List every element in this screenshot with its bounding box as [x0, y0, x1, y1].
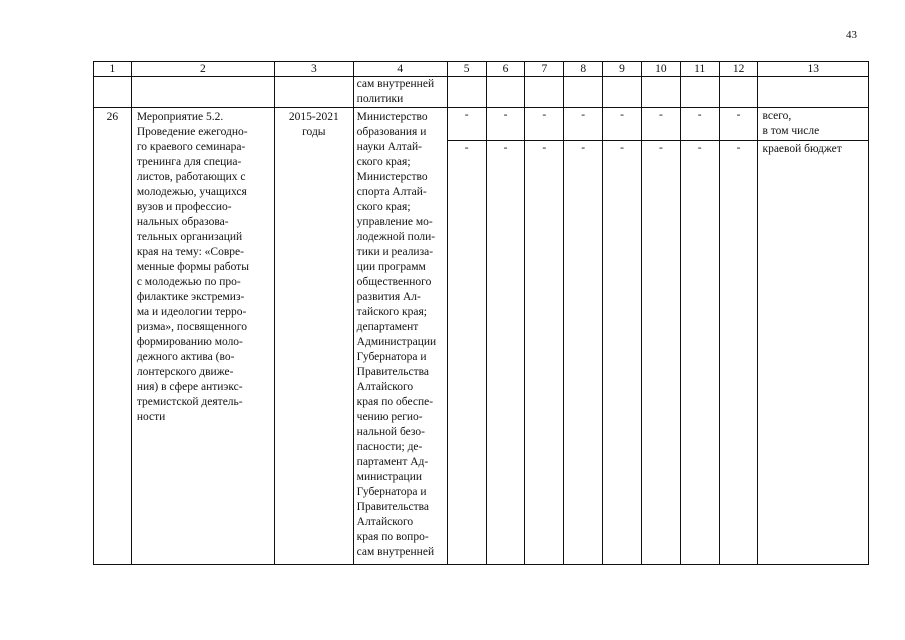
text-line: тики и реализа- — [356, 246, 434, 258]
header-cell: 1 — [94, 62, 132, 77]
text-line: Правительства — [356, 501, 430, 513]
header-cell: 7 — [525, 62, 564, 77]
text-line: чению регио- — [356, 411, 423, 423]
text-line: министрации — [356, 471, 422, 483]
text-line: Губернатора и — [356, 351, 427, 363]
text-line: ризма», посвященного — [136, 321, 247, 333]
value-cell: - — [525, 141, 564, 565]
text-line: Мероприятие 5.2. — [136, 111, 224, 123]
text-line: общественного — [356, 276, 432, 288]
header-cell: 3 — [274, 62, 353, 77]
header-cell: 2 — [131, 62, 274, 77]
text-line: Алтайского — [356, 516, 414, 528]
value-cell: - — [719, 141, 758, 565]
value-cell: - — [603, 141, 642, 565]
text-line: тремистской деятель- — [136, 396, 243, 408]
value-cell: - — [603, 108, 642, 141]
value-cell: - — [641, 108, 680, 141]
header-cell: 4 — [353, 62, 447, 77]
text-line: развития Ал- — [356, 291, 421, 303]
text-line: Алтайского — [356, 381, 414, 393]
text-line: вузов и профессио- — [136, 201, 232, 213]
text-line: Правительства — [356, 366, 430, 378]
value-cell: - — [680, 141, 719, 565]
header-cell: 9 — [603, 62, 642, 77]
text-line: образования и — [356, 126, 427, 138]
text-line: формированию моло- — [136, 336, 243, 348]
continuation-executor: сам внутренней политики — [353, 77, 447, 108]
header-cell: 5 — [447, 62, 486, 77]
text-line: сам внутренней — [356, 546, 435, 558]
text-line: края по обеспе- — [356, 396, 434, 408]
continuation-row — [94, 77, 869, 108]
text-line: Администрации — [356, 336, 437, 348]
value-cell: - — [486, 141, 525, 565]
text-line: Проведение ежегодно- — [136, 126, 248, 138]
row-number: 26 — [94, 108, 132, 565]
value-cell: - — [486, 108, 525, 141]
source-total: всего, в том числе — [758, 108, 869, 141]
value-cell: - — [564, 141, 603, 565]
executors-cell — [353, 108, 447, 565]
value-cell: - — [447, 141, 486, 565]
text-line: Губернатора и — [356, 486, 427, 498]
text-line: лодежной поли- — [356, 231, 436, 243]
page-number: 43 — [846, 29, 857, 41]
header-cell: 6 — [486, 62, 525, 77]
text-line: Министерство — [356, 111, 428, 123]
header-cell: 11 — [680, 62, 719, 77]
value-cell: - — [680, 108, 719, 141]
text-line: филактике экстремиз- — [136, 291, 245, 303]
value-cell: - — [641, 141, 680, 565]
value-cell: - — [564, 108, 603, 141]
header-cell: 13 — [758, 62, 869, 77]
event-description — [131, 108, 274, 565]
header-row — [94, 62, 869, 77]
value-cell: - — [525, 108, 564, 141]
header-cell: 10 — [641, 62, 680, 77]
text-line: науки Алтай- — [356, 141, 423, 153]
text-line: ма и идеологии терро- — [136, 306, 247, 318]
value-cell: - — [719, 108, 758, 141]
text-line: спорта Алтай- — [356, 186, 427, 198]
text-line: нальной безо- — [356, 426, 425, 438]
text-line: с молодежью по про- — [136, 276, 241, 288]
text-line: нальных образова- — [136, 216, 229, 228]
text-line: тренинга для специа- — [136, 156, 242, 168]
text-line: ции программ — [356, 261, 426, 273]
text-line: ния) в сфере антиэкс- — [136, 381, 243, 393]
text-line: го краевого семинара- — [136, 141, 246, 153]
text-line: края по вопро- — [356, 531, 429, 543]
header-cell: 8 — [564, 62, 603, 77]
text-line: края на тему: «Совре- — [136, 246, 244, 258]
text-line: партамент Ад- — [356, 456, 429, 468]
text-line: ского края; — [356, 156, 411, 168]
text-line: лонтерского движе- — [136, 366, 234, 378]
text-line: пасности; де- — [356, 441, 423, 453]
text-line: менные формы работы — [136, 261, 249, 273]
header-cell: 12 — [719, 62, 758, 77]
text-line: управление мо- — [356, 216, 433, 228]
source-regional: краевой бюджет — [758, 141, 869, 565]
text-line: молодежью, учащихся — [136, 186, 247, 198]
program-table — [93, 61, 869, 565]
text-line: листов, работающих с — [136, 171, 246, 183]
value-cell: - — [447, 108, 486, 141]
years-cell: 2015-2021 годы — [274, 108, 353, 565]
text-line: тельных организаций — [136, 231, 243, 243]
text-line: Министерство — [356, 171, 428, 183]
text-line: тайского края; — [356, 306, 427, 318]
text-line: ности — [136, 411, 166, 423]
row-26-total — [94, 108, 869, 141]
text-line: департамент — [356, 321, 419, 333]
text-line: ского края; — [356, 201, 411, 213]
text-line: дежного актива (во- — [136, 351, 235, 363]
